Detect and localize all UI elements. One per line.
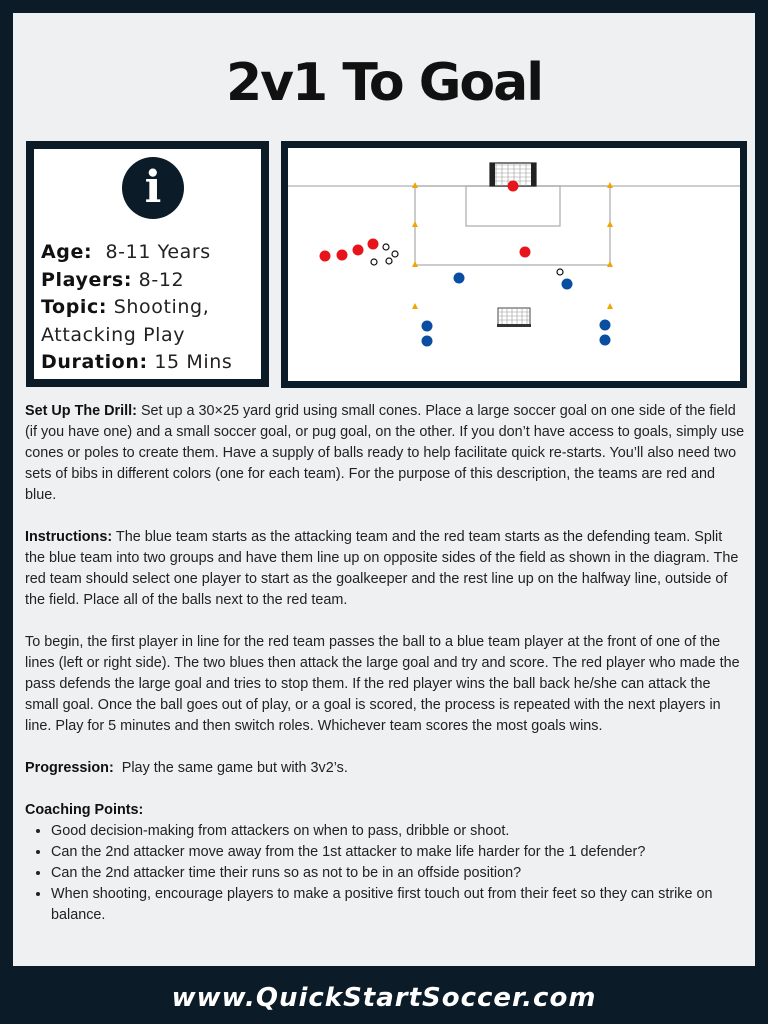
topic-label: Topic: (41, 296, 108, 318)
drill-diagram (281, 141, 747, 388)
ball (392, 251, 398, 257)
age-label: Age: (41, 241, 93, 263)
instructions-text: The blue team starts as the attacking team and the red team starts as the defending team. Split the blue team into two groups and have them line up on opposite sides of the field as shown in the diagram. The red team should select one player to start as the goalkeeper and the rest line up on the halfway line, outside of the field. Place all of the balls next to the red team. (25, 529, 739, 608)
ball (383, 244, 389, 250)
instructions-paragraph (25, 527, 745, 611)
coaching-point: • Good decision-making from attackers on when to pass, dribble or shoot. (51, 821, 745, 842)
duration-value: 15 Mins (154, 351, 233, 373)
coaching-label: Coaching Points: (25, 802, 144, 818)
cone (412, 221, 418, 227)
players-value: 8-12 (138, 268, 185, 291)
drill-description (25, 401, 745, 926)
red-defender (520, 247, 531, 258)
players-label: Players: (41, 268, 133, 291)
red-player (337, 250, 348, 261)
instructions-paragraph-2: To begin, the first player in line for the red team passes the ball to a blue team player at the front of one of the lines (left or right side). The two blues then attack the large goal and try and score. The red player who made the pass defends the large goal and tries to stop them. If the red player wins the ball back he/she can attack the small goal. Once the ball goes out of play, or a goal is scored, the process is repeated with the next players in line. Play for 5 minutes and then switch roles. Whichever team scores the most goals wins. (25, 634, 740, 734)
progression-paragraph (25, 758, 745, 779)
red-goalkeeper (508, 181, 519, 192)
setup-text: Set up a 30×25 yard grid using small cones. Place a large soccer goal on one side of the field (if you have one) and a small soccer goal, or pug goal, on the other. If you don’t have access to goals, simply use cones or poles to create them. Have a supply of balls ready to help facilitate quick re-starts. You’ll also need two sets of bibs in different colors (one for each team). For the purpose of this description, the teams are red and blue. (25, 403, 745, 503)
progression-text: Play the same game but with 3v2’s. (121, 760, 348, 776)
instructions-label: Instructions: (25, 529, 113, 545)
blue-player (600, 320, 611, 331)
cone (607, 221, 613, 227)
age-value: 8-11 Years (105, 241, 211, 263)
drill-diagram-inner (288, 148, 740, 381)
coaching-list (25, 821, 745, 926)
blue-player (454, 273, 465, 284)
blue-player (600, 335, 611, 346)
info-icon: i (122, 157, 184, 219)
setup-label: Set Up The Drill: (25, 403, 137, 419)
coaching-point: • When shooting, encourage players to make a positive first touch out from their feet so they can strike on balance. (51, 884, 745, 926)
red-team (320, 181, 531, 262)
progression-label: Progression: (25, 760, 114, 776)
duration-label: Duration: (41, 351, 148, 373)
ball (371, 259, 377, 265)
balls (371, 244, 563, 275)
ball (386, 258, 392, 264)
field-diagram-svg (288, 148, 740, 381)
red-player (320, 251, 331, 262)
info-details (41, 239, 257, 377)
blue-player (422, 336, 433, 347)
info-panel (26, 141, 269, 387)
penalty-box (466, 186, 560, 226)
footer-url[interactable]: www.QuickStartSoccer.com (171, 983, 597, 1013)
drill-sheet (13, 13, 755, 966)
blue-player (562, 279, 573, 290)
topic-value: Shooting, Attacking Play (41, 296, 210, 346)
ball (557, 269, 563, 275)
cone (607, 303, 613, 309)
cone (412, 261, 418, 267)
info-panel-inner (34, 149, 261, 379)
red-player (368, 239, 379, 250)
blue-player (422, 321, 433, 332)
coaching-point: • Can the 2nd attacker move away from the 1st attacker to make life harder for the 1 defender? (51, 842, 745, 863)
players-row (41, 267, 257, 295)
setup-paragraph (25, 401, 745, 506)
cone (412, 303, 418, 309)
coaching-section (25, 800, 745, 926)
cone (607, 182, 613, 188)
cones (412, 182, 613, 309)
coaching-point: • Can the 2nd attacker time their runs so as not to be in an offside position? (51, 863, 745, 884)
red-player (353, 245, 364, 256)
cone (412, 182, 418, 188)
age-row (41, 239, 257, 267)
small-goal (497, 308, 531, 327)
cone (607, 261, 613, 267)
duration-row (41, 349, 257, 377)
topic-row (41, 294, 257, 349)
page-title: 2v1 To Goal (225, 53, 543, 113)
